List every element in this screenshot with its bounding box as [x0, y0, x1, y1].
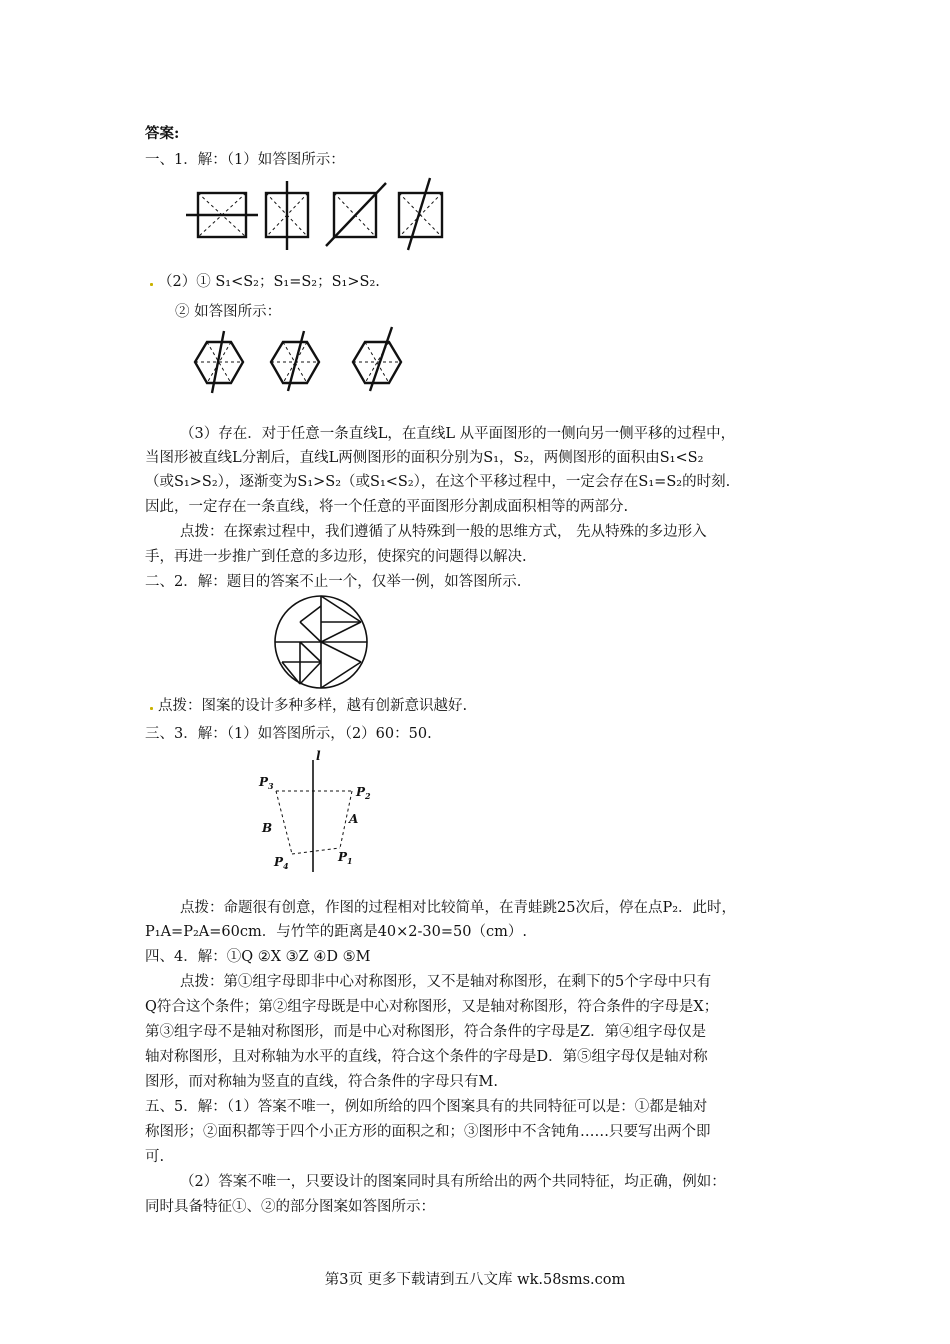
label-p2: $P_2$	[356, 785, 371, 801]
q1-part2: （2）① S₁<S₂；S₁=S₂；S₁>S₂.	[158, 274, 380, 290]
frog-jump-figure	[256, 748, 376, 876]
circle-pattern-figure	[272, 596, 372, 688]
q4-intro: 四、4．解：①Q ②X ③Z ④D ⑤M	[145, 949, 371, 965]
q3-tip-line1: 点拨：命题很有创意，作图的过程相对比较简单，在青蛙跳25次后，停在点P₂．此时，	[180, 900, 737, 916]
q3-intro: 三、3．解：（1）如答图所示，（2）60：50.	[145, 726, 432, 742]
label-p3: $P_3$	[259, 775, 274, 791]
q1-part3-line4: 因此，一定存在一条直线，将一个任意的平面图形分割成面积相等的两部分.	[145, 499, 629, 515]
square-4	[399, 178, 442, 250]
q4-tip-line2: Q符合这个条件；第②组字母既是中心对称图形，又是轴对称图形，符合条件的字母是X；	[145, 999, 719, 1015]
q2-tip: 点拨：图案的设计多种多样，越有创新意识越好.	[158, 698, 468, 714]
q1-part2b: ② 如答图所示：	[175, 304, 282, 320]
q1-tip-line2: 手，再进一步推广到任意的多边形，使探究的问题得以解决.	[145, 549, 527, 565]
square-1	[186, 193, 258, 237]
label-a: A	[349, 812, 359, 826]
q1-intro: 一、1．解：（1）如答图所示：	[145, 152, 345, 168]
squares-figure	[186, 178, 456, 258]
label-p1: $P_1$	[338, 850, 353, 866]
q5-intro-line2: 称图形；②面积都等于四个小正方形的面积之和；③图形中不含钝角……只要写出两个即	[145, 1124, 711, 1140]
square-3	[326, 183, 386, 246]
q4-tip-line3: 第③组字母不是轴对称图形，而是中心对称图形，符合条件的字母是Z．第④组字母仅是	[145, 1024, 707, 1040]
marker-dot	[150, 707, 153, 710]
answer-heading: 答案:	[145, 125, 180, 142]
square-2	[266, 181, 308, 250]
hexagon-1	[195, 331, 243, 393]
q2-intro: 二、2．解：题目的答案不止一个，仅举一例，如答图所示.	[145, 574, 522, 590]
hexagons-figure	[192, 327, 422, 397]
axis-label: l	[316, 749, 321, 763]
q5-part2-line2: 同时具备特征①、②的部分图案如答图所示：	[145, 1199, 435, 1215]
page-footer: 第3页 更多下载请到五八文库 wk.58sms.com	[324, 1272, 626, 1288]
q1-part3-line3: （或S₁>S₂），逐渐变为S₁>S₂（或S₁<S₂），在这个平移过程中，一定会存在S₁=S₂的时刻.	[145, 474, 731, 490]
hexagon-2	[271, 331, 319, 391]
q5-intro-line3: 可.	[145, 1149, 165, 1165]
q5-part2-line1: （2）答案不唯一，只要设计的图案同时具有所给出的两个共同特征，均正确，例如：	[180, 1174, 726, 1190]
q4-tip-line1: 点拨：第①组字母即非中心对称图形，又不是轴对称图形，在剩下的5个字母中只有	[180, 974, 712, 990]
marker-dot	[150, 283, 153, 286]
label-b: B	[262, 821, 273, 835]
q5-intro-line1: 五、5．解：（1）答案不唯一，例如所给的四个图案具有的共同特征可以是：①都是轴对	[145, 1099, 708, 1115]
hexagon-3	[353, 327, 401, 391]
q1-tip-line1: 点拨：在探索过程中，我们遵循了从特殊到一般的思维方式， 先从特殊的多边形入	[180, 524, 707, 540]
q3-tip-line2: P₁A=P₂A=60cm．与竹竿的距离是40×2-30=50（cm）.	[145, 924, 527, 940]
q4-tip-line4: 轴对称图形，且对称轴为水平的直线，符合这个条件的字母是D．第⑤组字母仅是轴对称	[145, 1049, 708, 1065]
q1-part3-line1: （3）存在．对于任意一条直线L，在直线L 从平面图形的一侧向另一侧平移的过程中，	[180, 426, 736, 442]
q1-part3-line2: 当图形被直线L分割后，直线L两侧图形的面积分别为S₁，S₂，两侧图形的面积由S₁<S₂	[145, 450, 704, 466]
q4-tip-line5: 图形，而对称轴为竖直的直线，符合条件的字母只有M.	[145, 1074, 498, 1090]
label-p4: $P_4$	[274, 855, 289, 871]
